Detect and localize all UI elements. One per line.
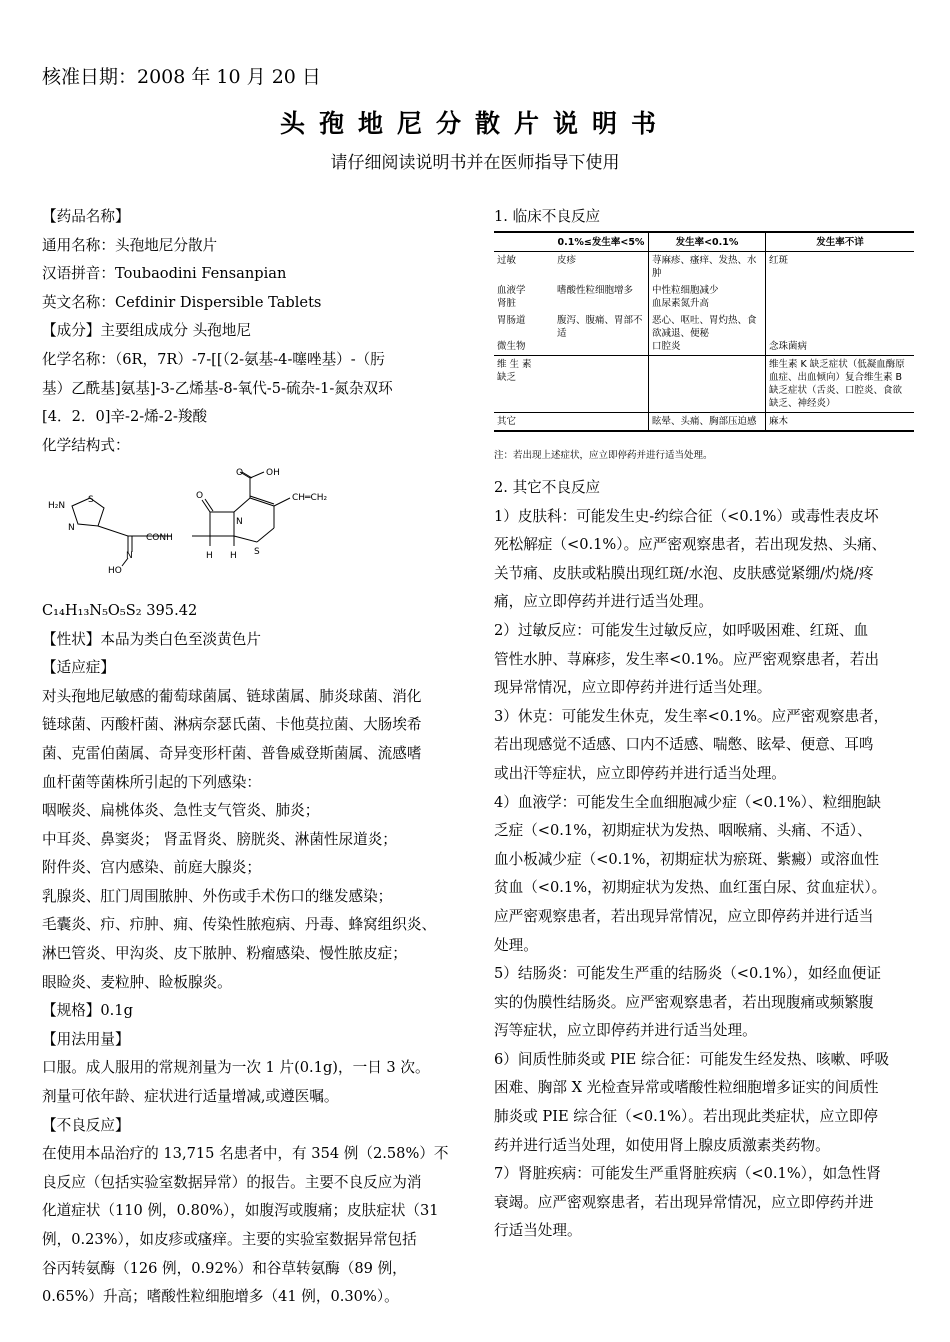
table-note: 注：若出现上述症状，应立即停药并进行适当处理。 [494, 450, 713, 461]
text-line: 乳腺炎、肛门周围脓肿、外伤或手术伤口的继发感染； [42, 887, 393, 905]
table-cell-cat: 过敏 [497, 255, 517, 266]
text-line: 管性水肿、荨麻疹，发生率<0.1%。应严密观察患者，若出 [494, 650, 879, 668]
table-cell-b: 中性粒细胞减少 血尿素氮升高 [649, 282, 766, 312]
table-cell-cat: 维 生 素 缺乏 [494, 356, 554, 413]
text-line: 血小板减少症（<0.1%，初期症状为瘀斑、紫癜）或溶血性 [494, 850, 879, 868]
text-line: 化道症状（110 例，0.80%），如腹泻或腹痛；皮肤症状（31 [42, 1202, 439, 1220]
text-line: 现异常情况，应立即停药并进行适当处理。 [494, 679, 772, 697]
text-line: 贫血（<0.1%，初期症状为发热、血红蛋白尿、贫血症状）。 [494, 879, 887, 897]
table-cell-cat: 胃肠道 微生物 [494, 312, 554, 356]
table-header-category [494, 232, 554, 252]
table-cell-c: 红斑 [769, 255, 789, 266]
text-line: 困难、胸部 X 光检查异常或嗜酸性粒细胞增多证实的间质性 [494, 1079, 879, 1097]
table-cell-c: 麻木 [766, 413, 915, 432]
table-cell-a [554, 356, 649, 413]
text-line: 口服。成人服用的常规剂量为一次 1 片(0.1g)，一日 3 次。 [42, 1059, 430, 1077]
text-line: 眼睑炎、麦粒肿、睑板腺炎。 [42, 973, 232, 991]
left-text-block-b [42, 597, 462, 1312]
lactam-o-label: O [196, 491, 204, 502]
table-cell-c: 念珠菌病 [766, 312, 915, 356]
text-line: 化学名称：（6R，7R）-7-[[（2-氨基-4-噻唑基）-（肟 [42, 350, 385, 368]
text-line: 1）皮肤科：可能发生史-约综合征（<0.1%）或毒性表皮坏 [494, 507, 879, 525]
text-line: 肺炎或 PIE 综合征（<0.1%）。若出现此类症状，应立即停 [494, 1108, 878, 1126]
ring-n-label: N [236, 517, 243, 528]
text-line: 汉语拼音：Toubaodini Fensanpian [42, 265, 287, 283]
text-line: C₁₄H₁₃N₅O₅S₂ 395.42 [42, 601, 198, 619]
table-cell-cat: 其它 [494, 413, 554, 432]
text-line: [4．2．0]辛-2-烯-2-羧酸 [42, 408, 208, 426]
table-cell-b: 荨麻疹、瘙痒、发热、水肿 [649, 252, 766, 283]
table-cell-b [649, 356, 766, 413]
amide-label: CONH [146, 533, 173, 544]
table-cell-a [554, 413, 649, 432]
table-cell-a: 腹泻、腹痛、胃部不适 [554, 312, 649, 356]
clinical-adr-heading: 1. 临床不良反应 [494, 208, 601, 225]
table-row [494, 413, 914, 432]
text-line: 衰竭。应严密观察患者，若出现异常情况，应立即停药并进 [494, 1193, 874, 1211]
table-cell-c: 维生素 K 缺乏症状（低凝血酶原血症、出血倾向）复合维生素 B 缺乏症状（舌炎、口腔炎、食欲缺乏、神经炎） [766, 356, 915, 413]
text-line: 例，0.23%），如皮疹或瘙痒。主要的实验室数据异常包括 [42, 1231, 417, 1248]
text-line: 4）血液学：可能发生全血细胞减少症（<0.1%）、粒细胞缺 [494, 793, 881, 811]
table-header-common: 0.1%≤发生率<5% [554, 232, 649, 252]
table-row [494, 356, 914, 413]
table-cell-cat: 血液学 肾脏 [497, 285, 526, 309]
text-line: 【成分】主要组成成分 头孢地尼 [42, 322, 251, 340]
text-line: 3）休克：可能发生休克，发生率<0.1%。应严密观察患者， [494, 707, 889, 725]
text-line: 行适当处理。 [494, 1222, 582, 1240]
document-subtitle: 请仔细阅读说明书并在医师指导下使用 [330, 153, 620, 173]
hydroxyl-label: OH [266, 468, 280, 479]
table-cell-a: 嗜酸性粒细胞增多 [554, 282, 649, 312]
text-line: 谷丙转氨酶（126 例，0.92%）和谷草转氨酶（89 例， [42, 1259, 407, 1277]
table-cell-c [766, 282, 915, 312]
oxime-n-label: N [126, 551, 133, 562]
oxime-ho-label: HO [108, 566, 122, 577]
text-line: 英文名称：Cefdinir Dispersible Tablets [42, 293, 322, 311]
table-row [494, 312, 914, 356]
table-header-unknown: 发生率不详 [766, 232, 915, 252]
left-column [42, 203, 462, 1312]
text-line: 死松解症（<0.1%）。应严密观察患者，若出现发热、头痛、 [494, 536, 887, 554]
chemical-structure-diagram [42, 466, 332, 576]
approval-date: 核准日期：2008 年 10 月 20 日 [42, 66, 321, 88]
text-line: 血杆菌等菌株所引起的下列感染： [42, 773, 261, 791]
table-cell-b: 恶心、呕吐、胃灼热、食欲减退、便秘 口腔炎 [649, 312, 766, 356]
text-line: 链球菌、丙酸杆菌、淋病奈瑟氏菌、卡他莫拉菌、大肠埃希 [42, 716, 422, 734]
text-line: 药并进行适当处理，如使用肾上腺皮质激素类药物。 [494, 1136, 830, 1154]
text-line: 剂量可依年龄、症状进行适量增减,或遵医嘱。 [42, 1088, 339, 1106]
text-line: 6）间质性肺炎或 PIE 综合征：可能发生经发热、咳嗽、呼吸 [494, 1050, 890, 1068]
text-line: 附件炎、宫内感染、前庭大腺炎； [42, 859, 261, 877]
text-line: 对头孢地尼敏感的葡萄球菌属、链球菌属、肺炎球菌、消化 [42, 687, 422, 705]
text-line: 0.65%）升高；嗜酸性粒细胞增多（41 例，0.30%）。 [42, 1288, 399, 1306]
text-line: 【药品名称】 [42, 208, 130, 225]
text-line: 5）结肠炎：可能发生严重的结肠炎（<0.1%），如经血便证 [494, 965, 881, 983]
text-line: 【适应症】 [42, 659, 115, 677]
text-line: 关节痛、皮肤或粘膜出现红斑/水泡、皮肤感觉紧绷/灼烧/疼 [494, 564, 874, 582]
thiazole-n-label: N [68, 523, 75, 534]
text-line: 应严密观察患者，若出现异常情况，应立即停药并进行适当 [494, 907, 874, 925]
thiazole-s-label: S [88, 495, 94, 506]
text-line: 2）过敏反应：可能发生过敏反应，如呼吸困难、红斑、血 [494, 621, 869, 639]
adverse-reaction-table [494, 231, 914, 432]
text-line: 中耳炎、鼻窦炎； 肾盂肾炎、膀胱炎、淋菌性尿道炎； [42, 830, 397, 848]
text-line: 【性状】本品为类白色至淡黄色片 [42, 630, 261, 648]
text-line: 若出现感觉不适感、口内不适感、喘憋、眩晕、便意、耳鸣 [494, 736, 874, 754]
text-line: 毛囊炎、疖、疖肿、痈、传染性脓疱病、丹毒、蜂窝组织炎、 [42, 916, 437, 934]
text-line: 【不良反应】 [42, 1116, 130, 1134]
document-title: 头孢地尼分散片说明书 [279, 109, 670, 138]
text-line: 咽喉炎、扁桃体炎、急性支气管炎、肺炎； [42, 802, 320, 820]
text-line: 良反应（包括实验室数据异常）的报告。主要不良反应为消 [42, 1173, 422, 1191]
amine-label: H₂N [48, 501, 66, 512]
text-line: 【规格】0.1g [42, 1002, 133, 1020]
vinyl-label: CH═CH₂ [292, 493, 328, 504]
text-line: 实的伪膜性结肠炎。应严密观察患者，若出现腹痛或频繁腹 [494, 993, 874, 1011]
text-line: 处理。 [494, 936, 538, 954]
text-line: 7）肾脏疾病：可能发生严重肾脏疾病（<0.1%），如急性肾 [494, 1165, 881, 1183]
right-column [494, 203, 914, 1246]
h-label-1: H [206, 551, 213, 562]
table-header-rare: 发生率<0.1% [649, 232, 766, 252]
table-cell-a: 皮疹 [554, 252, 649, 283]
text-line: 或出汗等症状，应立即停药并进行适当处理。 [494, 764, 786, 782]
text-line: 2. 其它不良反应 [494, 479, 601, 496]
text-line: 通用名称：头孢地尼分散片 [42, 236, 218, 254]
text-line: 痛，应立即停药并进行适当处理。 [494, 593, 713, 611]
table-cell-b: 眩晕、头痛、胸部压迫感 [649, 413, 766, 432]
h-label-2: H [230, 551, 237, 562]
text-line: 在使用本品治疗的 13,715 名患者中，有 354 例（2.58%）不 [42, 1145, 449, 1163]
text-line: 【用法用量】 [42, 1030, 130, 1048]
text-line: 基）乙酰基]氨基]-3-乙烯基-8-氧代-5-硫杂-1-氮杂双环 [42, 379, 393, 397]
text-line: 泻等症状，应立即停药并进行适当处理。 [494, 1022, 757, 1040]
carbonyl-o-label: O [236, 468, 244, 479]
left-text-block-a [42, 203, 462, 460]
table-row [494, 282, 914, 312]
text-line: 化学结构式： [42, 436, 130, 454]
other-adr-text [494, 474, 914, 1246]
table-row [494, 252, 914, 283]
text-line: 乏症（<0.1%，初期症状为发热、咽喉痛、头痛、不适）、 [494, 822, 872, 840]
ring-s-label: S [254, 547, 260, 558]
text-line: 淋巴管炎、甲沟炎、皮下脓肿、粉瘤感染、慢性脓皮症； [42, 945, 407, 963]
text-line: 菌、克雷伯菌属、奇异变形杆菌、普鲁威登斯菌属、流感嗜 [42, 744, 422, 762]
